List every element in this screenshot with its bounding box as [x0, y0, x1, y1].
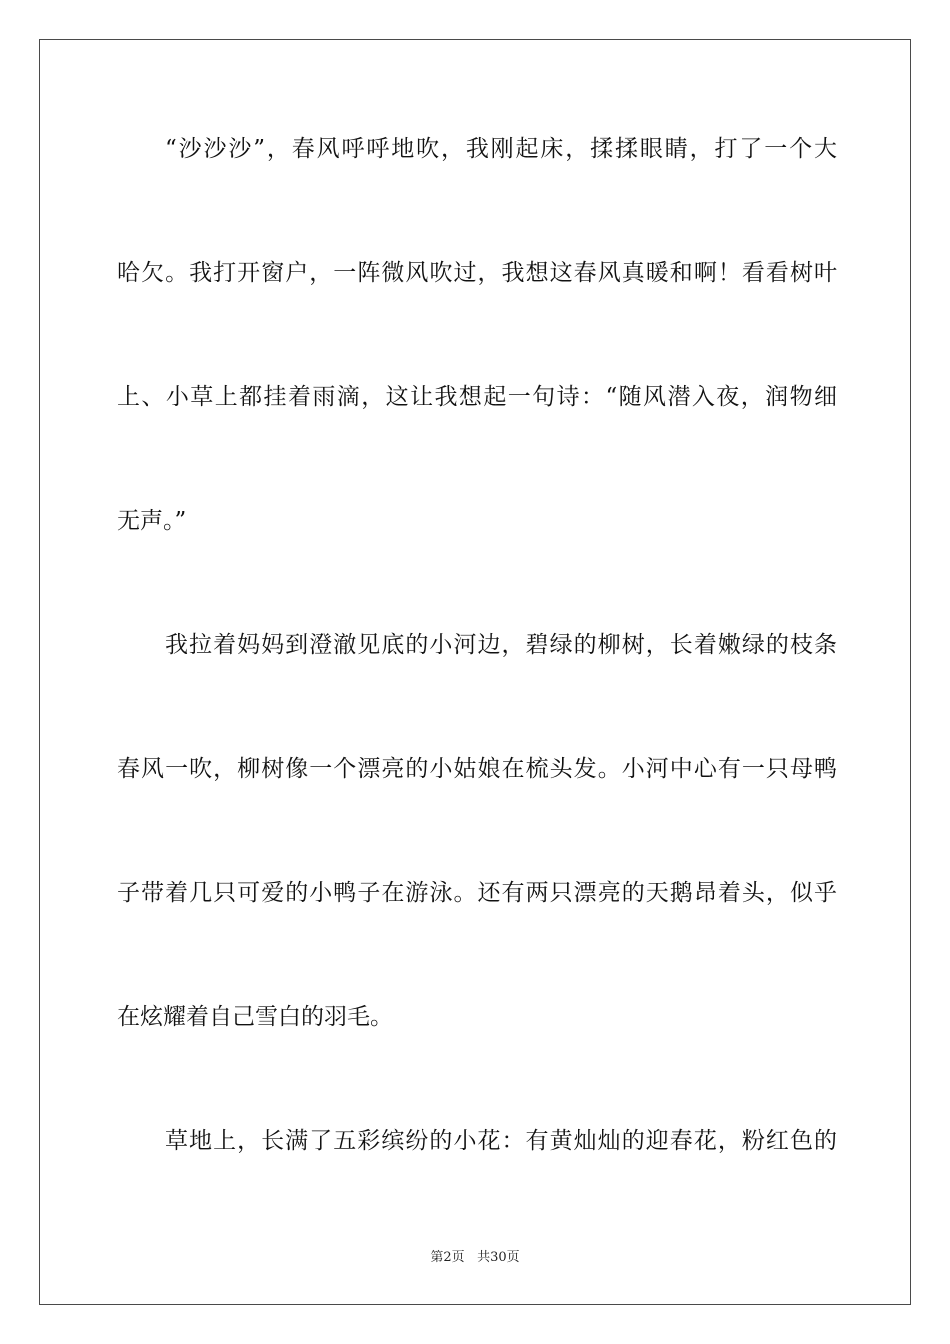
paragraph-1-line-4: 无声。” [117, 508, 187, 534]
paragraph-2-line-4: 在炫耀着自己雪白的羽毛。 [117, 1004, 393, 1030]
page-border [39, 39, 911, 1305]
paragraph-1-line-3: 上、小草上都挂着雨滴，这让我想起一句诗：“随风潜入夜，润物细 [117, 384, 837, 410]
page-total: 共30页 [477, 1250, 520, 1265]
page-footer [0, 1246, 950, 1265]
paragraph-2-line-1: 我拉着妈妈到澄澈见底的小河边，碧绿的柳树，长着嫩绿的枝条 [165, 632, 837, 658]
paragraph-1-line-2: 哈欠。我打开窗户，一阵微风吹过，我想这春风真暖和啊！看看树叶 [117, 260, 837, 286]
paragraph-2-line-2: 春风一吹，柳树像一个漂亮的小姑娘在梳头发。小河中心有一只母鸭 [117, 756, 837, 782]
paragraph-3-line-1: 草地上，长满了五彩缤纷的小花：有黄灿灿的迎春花，粉红色的 [165, 1128, 837, 1154]
page-number: 第2页 [430, 1250, 465, 1265]
paragraph-1-line-1: “沙沙沙”，春风呼呼地吹，我刚起床，揉揉眼睛，打了一个大 [165, 136, 837, 162]
paragraph-2-line-3: 子带着几只可爱的小鸭子在游泳。还有两只漂亮的天鹅昂着头，似乎 [117, 880, 837, 906]
